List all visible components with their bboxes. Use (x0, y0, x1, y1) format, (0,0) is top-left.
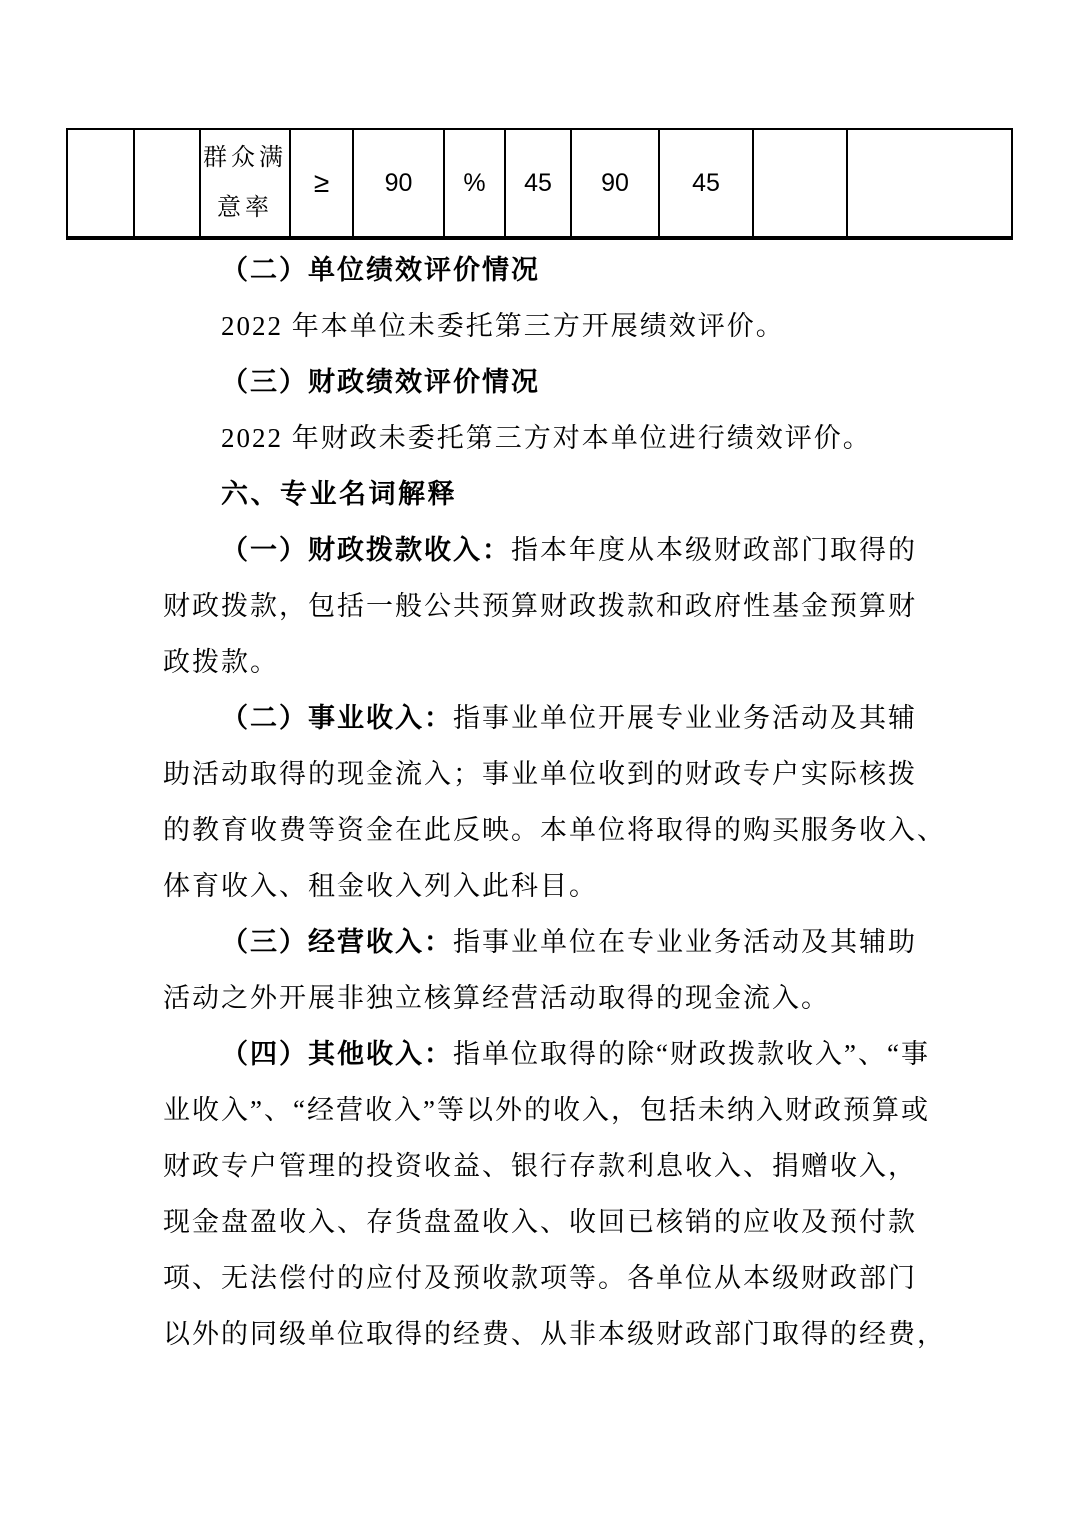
text-line: 助活动取得的现金流入；事业单位收到的财政专户实际核拨 (163, 759, 917, 789)
term-label: （二）事业收入： (221, 703, 453, 733)
term-other-income-line (163, 1026, 930, 1082)
table-cell-empty (67, 129, 134, 238)
term-definition: 指事业单位在专业业务活动及其辅助 (453, 927, 917, 957)
term-definition: 指事业单位开展专业业务活动及其辅 (453, 703, 917, 733)
table-cell-indicator-name: 群众满意率 (200, 129, 290, 238)
term-definition: 指本年度从本级财政部门取得的 (511, 535, 917, 565)
heading-terminology: 六、专业名词解释 (221, 479, 457, 509)
term-definition: 指单位取得的除“财政拨款收入”、“事 (453, 1039, 930, 1069)
paragraph-unit-evaluation: 2022 年本单位未委托第三方开展绩效评价。 (221, 311, 785, 341)
table-cell-empty (753, 129, 847, 238)
term-label: （四）其他收入： (221, 1039, 453, 1069)
term-fiscal-appropriation-line (163, 522, 927, 578)
text-line: 的教育收费等资金在此反映。本单位将取得的购买服务收入、 (163, 815, 946, 845)
table-row (67, 129, 1012, 238)
table-cell-target-value: 90 (353, 129, 444, 238)
paragraph-fiscal-evaluation: 2022 年财政未委托第三方对本单位进行绩效评价。 (221, 423, 872, 453)
table-cell-value: 45 (505, 129, 571, 238)
subheading-fiscal-evaluation: （三）财政绩效评价情况 (221, 367, 540, 397)
table-cell-unit: % (444, 129, 505, 238)
term-operating-income-line (163, 690, 927, 746)
text-line: 体育收入、租金收入列入此科目。 (163, 871, 598, 901)
term-label: （三）经营收入： (221, 927, 453, 957)
text-line: 政拨款。 (163, 647, 279, 677)
document-body (163, 242, 946, 1362)
text-line: 财政专户管理的投资收益、银行存款利息收入、捐赠收入， (163, 1151, 917, 1181)
indicator-table (66, 128, 1013, 240)
term-business-income-line (163, 914, 927, 970)
table-cell-value: 90 (571, 129, 659, 238)
text-line: 业收入”、“经营收入”等以外的收入，包括未纳入财政预算或 (163, 1095, 930, 1125)
text-line: 现金盘盈收入、存货盘盈收入、收回已核销的应收及预付款 (163, 1207, 917, 1237)
text-line: 活动之外开展非独立核算经营活动取得的现金流入。 (163, 983, 830, 1013)
table-cell-comparator: ≥ (290, 129, 353, 238)
table-cell-empty (134, 129, 200, 238)
subheading-unit-evaluation: （二）单位绩效评价情况 (221, 255, 540, 285)
text-line: 财政拨款，包括一般公共预算财政拨款和政府性基金预算财 (163, 591, 917, 621)
table-cell-value: 45 (659, 129, 753, 238)
term-label: （一）财政拨款收入： (221, 535, 511, 565)
table-cell-empty (847, 129, 1012, 238)
text-line: 项、无法偿付的应付及预收款项等。各单位从本级财政部门 (163, 1263, 917, 1293)
text-line: 以外的同级单位取得的经费、从非本级财政部门取得的经费， (163, 1319, 946, 1349)
